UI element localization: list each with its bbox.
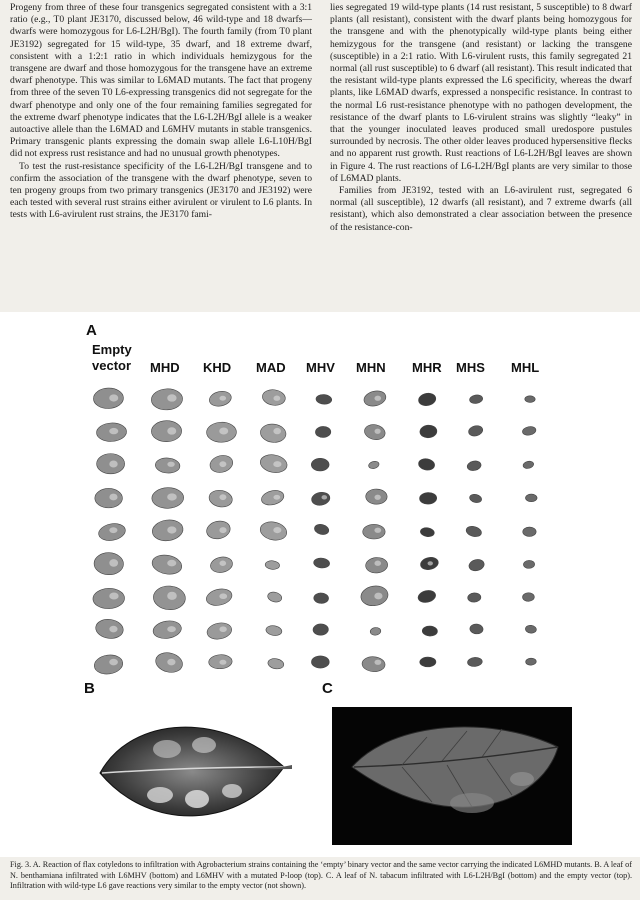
column-header-mad: MAD	[256, 360, 286, 375]
cotyledon	[267, 591, 283, 604]
paragraph: Progeny from three of these four transgenics segregated consistent with a 3:1 ratio (e.g., T0 plant JE3170, discussed below, 46 wild-type and 18 dwarfs—dwarfs were homozygous for L6-L2H/BgI). The fourth family (from T0 plant JE3192) segregated for 15 wild-type, 35 dwarf, and 18 extreme dwarf, consistent with a 1:2:1 ratio in which individuals hemizygous for the transgene are dwarf and those homozygous for the transgene have an extreme dwarf phenotype. This was similar to L6MAD mutants. The fact that progeny from three of the seven T0 L6-expressing transgenics did not segregate for the dwarf phenotype and only one of the four remaining families segregated for the extreme dwarf phenotype indicates that the L6-L2H/BgI allele is a weaker autoactive allele than the L6MAD and L6MHV mutants in stable transgenics. Primary transgenic plants expressing the domain swap allele L6-L10H/BgI did not express rust resistance and had no unusual growth phenotypes.	[10, 2, 312, 160]
cotyledon	[467, 424, 483, 437]
paragraph: To test the rust-resistance specificity of the L6-L2H/BgI transgene and to confirm the association of the transgene with the dwarf phenotype, seven to ten progeny groups from two primary transgenics (JE3170 and JE3192) were each tested with several rust strains either avirulent or virulent to L6 plants. In tests with L6-avirulent rust strains, the JE3170 fami-	[10, 160, 312, 221]
cotyledon	[311, 491, 331, 507]
cotyledon	[525, 625, 537, 634]
cotyledon	[362, 656, 386, 672]
cotyledon	[417, 589, 437, 604]
cotyledon	[313, 624, 329, 636]
cotyledon	[525, 494, 537, 502]
cotyledon	[420, 527, 435, 538]
column-header-empty-vector: Empty vector	[92, 342, 132, 373]
paragraph: lies segregated 19 wild-type plants (14 rust resistant, 5 susceptible) to 8 dwarf plants (all resistant), consistent with the dwarf plants being homozygous for the transgene and with the phenotypically wild-type plants being either hemizygous for the transgene (and resistant) or lacking the transgene (susceptible) in a 2:1 ratio. With L6-virulent rusts, this family segregated 21 normal (all rust susceptible) to 6 dwarf (all resistant). This result indicated that the resistant wild-type plants expressed the L6 specificity, whereas the dwarf plants, like L6MAD dwarfs, expressed a nonspecific resistance. In contrast to the normal L6 rust-resistance phenotype with no pathogen development, the resistance of the dwarf plants to L6-virulent strains was slightly “leaky” in that the younger inoculated leaves produced small uredospore pustules surrounded by necrosis. The other older leaves produced hypersensitive flecks and no apparent rust growth. Rust reactions of L6-L2H/BgI leaves are shown in Figure 4. The rust reactions of L6-L2H/BgI plants are very similar to those of L6MAD plants.	[330, 2, 632, 184]
cotyledon	[370, 627, 381, 636]
cotyledon	[469, 624, 483, 635]
column-header-mhn: MHN	[356, 360, 386, 375]
body-text	[10, 2, 632, 234]
cotyledon	[93, 388, 124, 409]
cotyledon	[152, 487, 184, 509]
cotyledon	[525, 396, 536, 403]
cotyledon	[150, 553, 183, 577]
cotyledon	[365, 557, 388, 574]
cotyledon	[523, 527, 537, 537]
cotyledon	[313, 593, 328, 604]
column-header-khd: KHD	[203, 360, 232, 375]
cotyledon	[93, 588, 125, 609]
cotyledon	[419, 424, 437, 438]
panel-label-b: B	[84, 680, 95, 697]
cotyledon	[466, 460, 482, 472]
cotyledon	[206, 621, 233, 641]
column-header-mhd: MHD	[150, 360, 180, 375]
cotyledon	[363, 524, 385, 539]
cotyledon	[315, 426, 331, 438]
cotyledon	[152, 619, 183, 640]
cotyledon	[418, 457, 436, 471]
cotyledon	[311, 458, 329, 471]
column-header-mhl: MHL	[511, 360, 540, 375]
cotyledon	[419, 556, 439, 571]
cotyledon	[208, 389, 233, 408]
cotyledon	[522, 593, 534, 602]
cotyledon	[206, 422, 236, 443]
cotyledon	[208, 488, 234, 509]
cotyledon	[469, 493, 483, 504]
left-column	[10, 2, 312, 234]
cotyledon	[313, 557, 330, 568]
cotyledon	[417, 392, 436, 407]
column-header-mhv: MHV	[306, 360, 335, 375]
cotyledon	[261, 388, 286, 406]
cotyledon	[151, 518, 184, 543]
cotyledon	[313, 523, 330, 536]
cotyledon	[97, 454, 125, 474]
cotyledon	[94, 618, 124, 640]
cotyledon	[205, 587, 234, 608]
cotyledon	[259, 423, 287, 444]
cotyledon	[260, 488, 285, 507]
cotyledon	[259, 520, 289, 543]
cotyledon	[465, 525, 483, 539]
leaf-b-image	[92, 707, 292, 837]
paragraph: Families from JE3192, tested with an L6-avirulent rust, segregated 6 normal (all susceptible), 12 dwarfs (all resistant), and 7 extreme dwarfs (all resistant), which also demonstrated a clear association between the presence of the resistance-con-	[330, 185, 632, 233]
figure-3	[0, 312, 640, 857]
cotyledon	[467, 657, 483, 667]
cotyledon	[420, 657, 436, 667]
cotyledon	[422, 626, 438, 637]
figure-caption: Fig. 3. A. Reaction of flax cotyledons to infiltration with Agrobacterium strains containing the ‘empty’ binary vector and the same vector carrying the indicated L6MHD mutants. B. A leaf of N. benthamiana infiltrated with L6MHV (bottom) and L6MHV with a mutated P-loop (top). C. A leaf of N. tabacum infiltrated with L6-L2H/BgI (bottom) and the empty vector (top). Infiltration with wild-type L6 gave reactions very similar to the empty vector (not shown).	[10, 860, 632, 891]
cotyledon	[366, 489, 388, 505]
panel-label-a: A	[86, 322, 97, 339]
cotyledon	[205, 519, 232, 541]
cotyledon	[154, 650, 185, 675]
cotyledon	[94, 552, 124, 575]
cotyledon	[209, 555, 234, 574]
cotyledon	[523, 560, 534, 568]
cotyledon	[97, 521, 127, 542]
cotyledon-grid	[80, 387, 560, 682]
cotyledon	[468, 558, 486, 572]
cotyledon	[208, 453, 234, 475]
cotyledon	[208, 654, 232, 669]
cotyledon	[265, 560, 280, 570]
cotyledon	[153, 585, 187, 611]
column-header-mhr: MHR	[412, 360, 442, 375]
cotyledon	[419, 492, 437, 504]
panel-label-c: C	[322, 680, 333, 697]
cotyledon	[155, 457, 181, 474]
cotyledon	[259, 453, 289, 475]
cotyledon	[525, 658, 536, 666]
cotyledon	[522, 460, 534, 469]
cotyledon	[359, 584, 389, 608]
cotyledon	[316, 394, 333, 405]
right-column	[330, 2, 632, 234]
cotyledon	[151, 388, 183, 411]
cotyledon	[467, 592, 481, 602]
cotyledon	[95, 488, 123, 507]
cotyledon	[267, 657, 284, 670]
leaf-c-image	[332, 707, 572, 845]
cotyledon	[469, 394, 483, 404]
column-header-mhs: MHS	[456, 360, 485, 375]
cotyledon	[96, 422, 127, 442]
cotyledon	[362, 389, 387, 409]
cotyledon	[368, 460, 380, 469]
cotyledon	[93, 653, 124, 676]
cotyledon	[265, 625, 282, 637]
cotyledon	[522, 425, 537, 436]
cotyledon	[151, 420, 182, 442]
cotyledon	[363, 423, 386, 442]
cotyledon	[311, 656, 329, 668]
